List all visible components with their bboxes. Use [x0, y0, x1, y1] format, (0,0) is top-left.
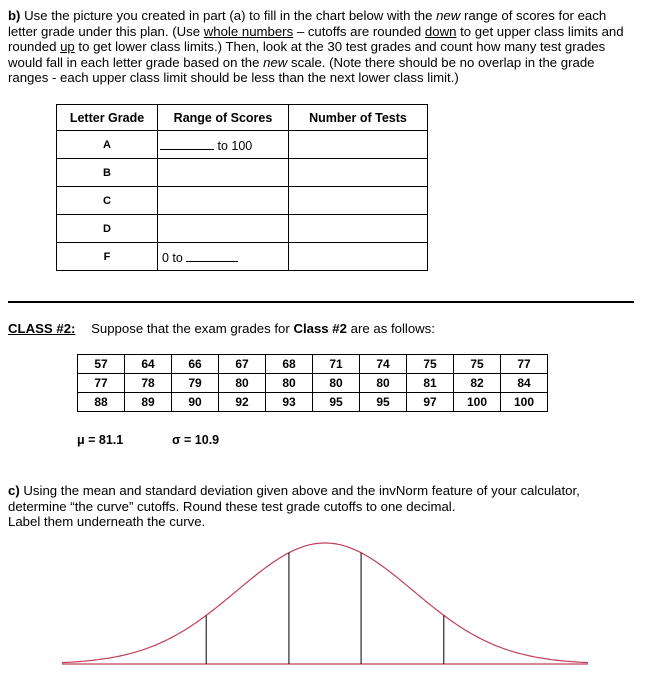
grade-cell: A: [57, 131, 158, 159]
score-cell: 75: [407, 355, 454, 374]
part-c-line-2: Label them underneath the curve.: [8, 514, 206, 530]
class2-intro-c: are as follows:: [350, 321, 435, 336]
score-cell: 97: [407, 393, 454, 412]
range-text: 0 to: [162, 251, 183, 265]
part-b-text-6: scale. (Note there should be no overlap in the grade ranges - each upper class limit should be less than the next lower class limit.): [8, 54, 595, 86]
sd-value: σ = 10.9: [172, 433, 220, 447]
score-cell: 90: [172, 393, 219, 412]
part-b-emph-new-2: new: [263, 54, 288, 70]
score-cell: 93: [266, 393, 313, 412]
grade-cell: C: [57, 187, 158, 215]
score-cell: 79: [172, 374, 219, 393]
score-cell: 84: [501, 374, 548, 393]
part-b-label: b): [8, 8, 21, 23]
part-c-line-1: Using the mean and standard deviation given above and the invNorm feature of your calculator, determine “the curve” cutoffs. Round these test grade cutoffs to one decimal.: [8, 483, 580, 514]
header-range: Range of Scores: [158, 105, 289, 131]
score-cell: 88: [78, 393, 125, 412]
score-cell: 74: [360, 355, 407, 374]
score-cell: 82: [454, 374, 501, 393]
bell-curve: [62, 543, 588, 663]
score-cell: 57: [78, 355, 125, 374]
part-b-text-3: – cutoffs are rounded: [296, 23, 422, 39]
grade-cell: F: [57, 243, 158, 271]
score-cell: 100: [454, 393, 501, 412]
mean-value: μ = 81.1: [77, 433, 124, 447]
part-c-label: c): [8, 483, 20, 498]
class2-intro-b: Class #2: [293, 321, 347, 336]
score-cell: 77: [501, 355, 548, 374]
score-cell: 77: [78, 374, 125, 393]
score-cell: 66: [172, 355, 219, 374]
header-number: Number of Tests: [289, 105, 428, 131]
score-cell: 71: [313, 355, 360, 374]
part-b-text-1: Use the picture you created in part (a) to fill in the chart below with the: [24, 8, 433, 23]
grade-cell: B: [57, 159, 158, 187]
score-cell: 92: [219, 393, 266, 412]
score-cell: 80: [360, 374, 407, 393]
score-cell: 100: [501, 393, 548, 412]
part-b-underline-down: down: [424, 23, 457, 39]
score-cell: 80: [219, 374, 266, 393]
part-b-text-4: to get upper class limits and rounded: [8, 23, 624, 55]
score-cell: 67: [219, 355, 266, 374]
score-cell: 95: [313, 393, 360, 412]
score-cell: 64: [125, 355, 172, 374]
score-cell: 95: [360, 393, 407, 412]
class2-intro-a: Suppose that the exam grades for: [91, 321, 290, 336]
cutoff-lines: [206, 553, 444, 664]
part-b-text-5: to get lower class limits.) Then, look at the 30 test grades and count how many test grades would fall in each letter grade based on the: [8, 39, 606, 70]
score-cell: 78: [125, 374, 172, 393]
part-b-emph-new: new: [436, 8, 461, 23]
range-text: to 100: [217, 139, 253, 153]
part-b-underline-up: up: [60, 39, 75, 55]
class2-header: CLASS #2:: [8, 321, 76, 336]
score-cell: 68: [266, 355, 313, 374]
score-cell: 80: [313, 374, 360, 393]
score-cell: 80: [266, 374, 313, 393]
grade-cell: D: [57, 215, 158, 243]
score-cell: 75: [454, 355, 501, 374]
part-b-text-2: range of scores for each letter grade under this plan. (Use: [8, 8, 607, 39]
part-b-underline-whole: whole numbers: [203, 23, 294, 39]
score-cell: 89: [125, 393, 172, 412]
score-cell: 81: [407, 374, 454, 393]
header-letter-grade: Letter Grade: [57, 105, 158, 131]
